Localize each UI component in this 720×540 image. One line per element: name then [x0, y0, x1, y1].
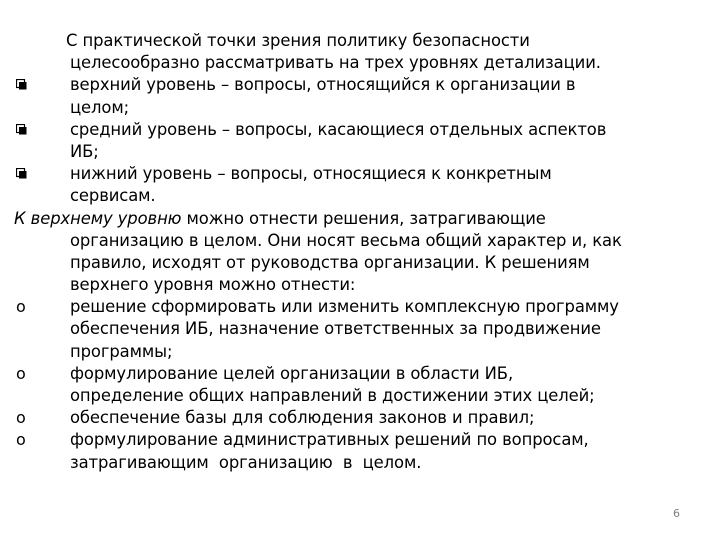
decision-item-1 — [14, 296, 694, 318]
decision-continuation: затрагивающим организацию в целом. — [70, 452, 422, 472]
circle-bullet-icon: o — [16, 430, 26, 450]
decision-continuation: программы; — [70, 341, 173, 361]
decision-text: обеспечение базы для соблюдения законов и правил; — [70, 408, 535, 428]
page-number: 6 — [673, 507, 680, 520]
level-item-bottom — [14, 163, 694, 185]
decision-text: формулирование целей организации в области ИБ, — [70, 363, 514, 383]
level-item-top — [14, 74, 694, 96]
circle-bullet-icon: o — [16, 408, 26, 428]
decision-text: формулирование административных решений по вопросам, — [70, 430, 589, 450]
level-item-middle — [14, 119, 694, 141]
upper-paragraph-line-1 — [14, 208, 694, 230]
circle-bullet-icon: o — [16, 363, 26, 383]
circle-bullet-icon: o — [16, 297, 26, 317]
level-item-continuation: целом; — [70, 97, 130, 117]
decision-item-3 — [14, 407, 694, 429]
upper-paragraph-line-3: правило, исходят от руководства организации. К решениям — [70, 252, 590, 272]
decision-text: решение сформировать или изменить комплексную программу — [70, 297, 619, 317]
level-item-continuation: сервисам. — [70, 186, 156, 206]
decision-item-2 — [14, 363, 694, 385]
level-item-continuation: ИБ; — [70, 141, 99, 161]
slide-body — [14, 30, 694, 474]
level-item-text: верхний уровень – вопросы, относящийся к организации в — [70, 75, 576, 95]
intro-line-1: С практической точки зрения политику безопасности — [66, 31, 530, 50]
intro-line-2: целесообразно рассматривать на трех уровнях детализации. — [70, 53, 601, 73]
upper-paragraph-line-2: организацию в целом. Они носят весьма общий характер и, как — [70, 230, 622, 250]
square-bullet-icon — [16, 124, 27, 135]
level-item-text: средний уровень – вопросы, касающиеся отдельных аспектов — [70, 119, 607, 139]
decision-item-4 — [14, 429, 694, 451]
level-item-text: нижний уровень – вопросы, относящиеся к конкретным — [70, 164, 552, 184]
square-bullet-icon — [16, 168, 27, 179]
square-bullet-icon — [16, 79, 27, 90]
upper-lead-phrase: К верхнему уровню — [14, 208, 182, 228]
decision-continuation: определение общих направлений в достижении этих целей; — [70, 386, 595, 405]
upper-paragraph-line-4: верхнего уровня можно отнести: — [70, 275, 356, 295]
upper-rest: можно отнести решения, затрагивающие — [181, 208, 546, 228]
decision-continuation: обеспечения ИБ, назначение ответственных за продвижение — [70, 319, 601, 339]
